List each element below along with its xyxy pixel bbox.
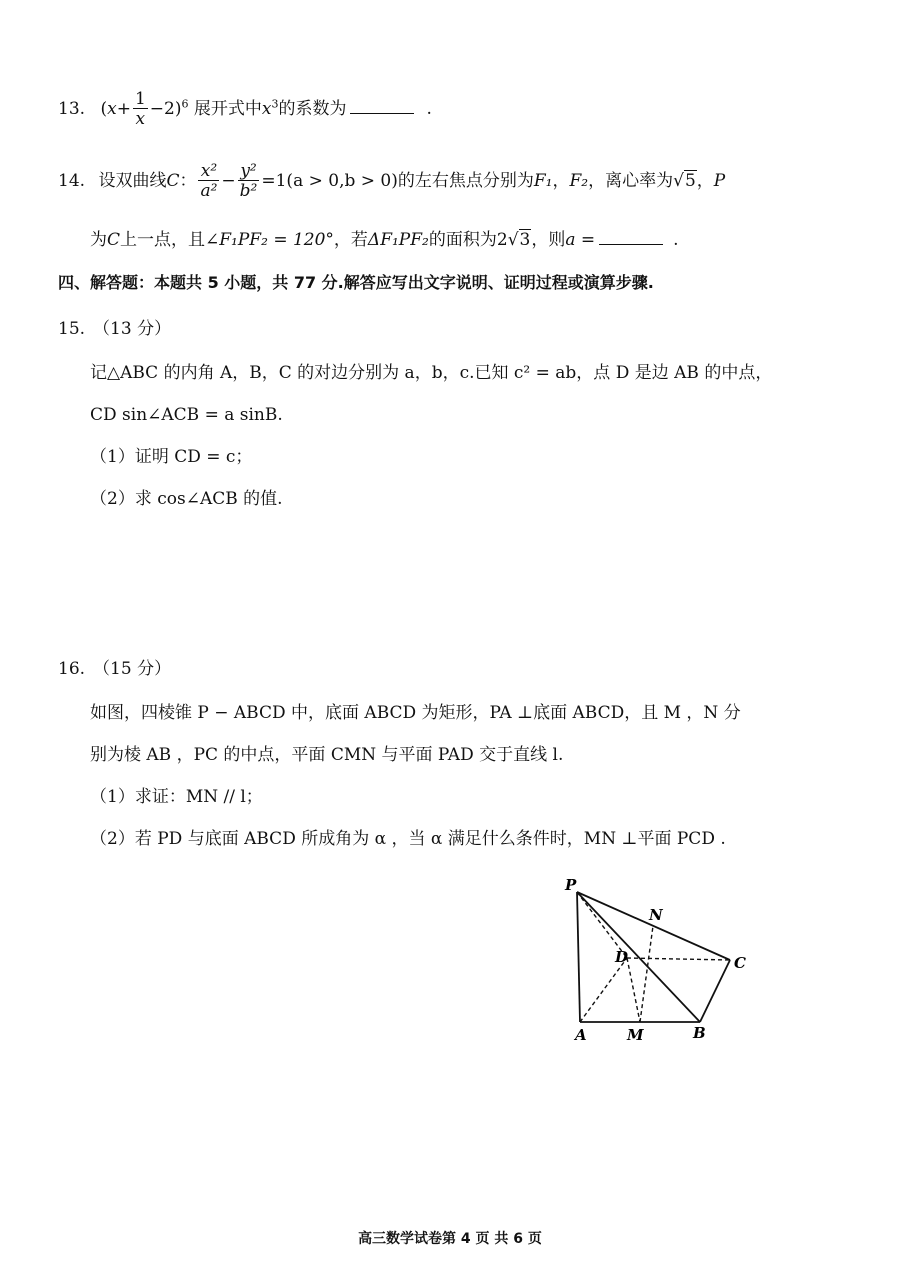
fraction-1-over-x — [133, 90, 148, 129]
frac-num: y² — [238, 162, 260, 181]
question-16-header — [58, 658, 171, 680]
period: . — [673, 230, 679, 250]
frac-den: x — [135, 109, 146, 129]
question-number: 14. — [58, 171, 86, 191]
label-p: P — [565, 876, 577, 894]
question-14-line-2 — [90, 228, 679, 251]
label-n: N — [649, 906, 663, 924]
label-d: D — [615, 948, 629, 966]
edge-dc — [627, 958, 730, 960]
points: （13 分） — [93, 319, 172, 339]
colon: ： — [179, 171, 197, 191]
text: 设双曲线 — [98, 171, 167, 191]
expr-open: ( — [100, 99, 108, 119]
text: ，离心率为 — [588, 171, 674, 191]
fraction-y2-b2 — [238, 162, 260, 201]
question-15-header — [58, 318, 171, 340]
var-p: P — [713, 171, 726, 191]
question-16-body-1: 如图，四棱锥 P − ABCD 中，底面 ABCD 为矩形，PA ⊥底面 ABCD，且 M ，N 分 — [90, 703, 741, 723]
points: （15 分） — [93, 659, 172, 679]
x3-exp: 3 — [271, 97, 279, 111]
x3-base: x — [261, 99, 272, 119]
edge-pb — [577, 892, 700, 1022]
text: 上一点，且 — [120, 230, 206, 250]
comma: ， — [552, 171, 570, 191]
question-15-body-1: 记△ABC 的内角 A，B，C 的对边分别为 a，b，c.已知 c² = ab，点 D 是边 AB 的中点， — [90, 363, 773, 383]
fraction-x2-a2 — [198, 162, 219, 201]
label-b: B — [693, 1024, 706, 1042]
segment-mn — [640, 926, 653, 1022]
label-c: C — [734, 954, 746, 972]
comma: ， — [696, 171, 714, 191]
expr-close: −2) — [149, 99, 182, 119]
radicand: 3 — [519, 230, 531, 250]
text: ，则 — [531, 230, 566, 250]
sqrt-5: √5 — [673, 171, 696, 191]
segment-dm — [627, 958, 640, 1022]
edge-ad — [580, 958, 627, 1022]
edge-pa — [577, 892, 580, 1022]
angle-expr: ∠F₁PF₂ = 120° — [205, 230, 334, 250]
question-14-line-1 — [58, 162, 725, 201]
radicand: 5 — [684, 171, 696, 191]
question-number: 13. — [58, 99, 86, 119]
answer-blank[interactable] — [350, 97, 414, 114]
question-15-part-2: （2）求 cos∠ACB 的值. — [90, 489, 283, 509]
op-plus: + — [116, 99, 131, 119]
area-coef: 2 — [496, 230, 508, 250]
section-heading: 四、解答题：本题共 5 小题，共 77 分.解答应写出文字说明、证明过程或演算步骤. — [58, 273, 654, 292]
text-end: 的系数为 — [278, 99, 347, 119]
text: 的左右焦点分别为 — [397, 171, 534, 191]
f2: F₂ — [569, 171, 589, 191]
question-13 — [58, 90, 432, 129]
edge-bc — [700, 960, 730, 1022]
page-footer: 高三数学试卷第 4 页 共 6 页 — [358, 1231, 542, 1247]
sqrt-3: √3 — [507, 230, 531, 250]
question-number: 15. — [58, 319, 86, 339]
question-15-body-2: CD sin∠ACB = a sinB. — [90, 405, 283, 425]
var-x: x — [107, 99, 117, 119]
frac-den: a² — [200, 181, 218, 201]
label-a: A — [575, 1026, 587, 1044]
frac-den: b² — [239, 181, 258, 201]
period: . — [426, 99, 432, 119]
frac-num: 1 — [134, 89, 146, 109]
question-16-part-2: （2）若 PD 与底面 ABCD 所成角为 α ，当 α 满足什么条件时，MN ⊥平面 PCD . — [90, 829, 726, 849]
a-equals: a = — [565, 230, 596, 250]
question-16-body-2: 别为棱 AB ，PC 的中点，平面 CMN 与平面 PAD 交于直线 l. — [90, 745, 564, 765]
exponent: 6 — [181, 97, 189, 111]
question-number: 16. — [58, 659, 86, 679]
question-16-part-1: （1）求证：MN // l； — [90, 787, 263, 807]
var-c: C — [107, 230, 121, 250]
pyramid-figure — [555, 872, 775, 1052]
question-15-part-1: （1）证明 CD = c； — [90, 447, 253, 467]
answer-blank[interactable] — [599, 228, 663, 245]
triangle-expr: ΔF₁PF₂ — [367, 230, 429, 250]
frac-num: x² — [198, 162, 219, 181]
var-c: C — [166, 171, 180, 191]
edge-pc — [577, 892, 730, 960]
text: ，若 — [333, 230, 368, 250]
text: 为 — [90, 230, 107, 250]
text-mid: 展开式中 — [193, 99, 262, 119]
f1: F₁ — [533, 171, 553, 191]
text: 的面积为 — [428, 230, 497, 250]
condition: =1(a > 0,b > 0) — [261, 171, 398, 191]
label-m: M — [627, 1026, 644, 1044]
op-minus: − — [221, 171, 236, 191]
